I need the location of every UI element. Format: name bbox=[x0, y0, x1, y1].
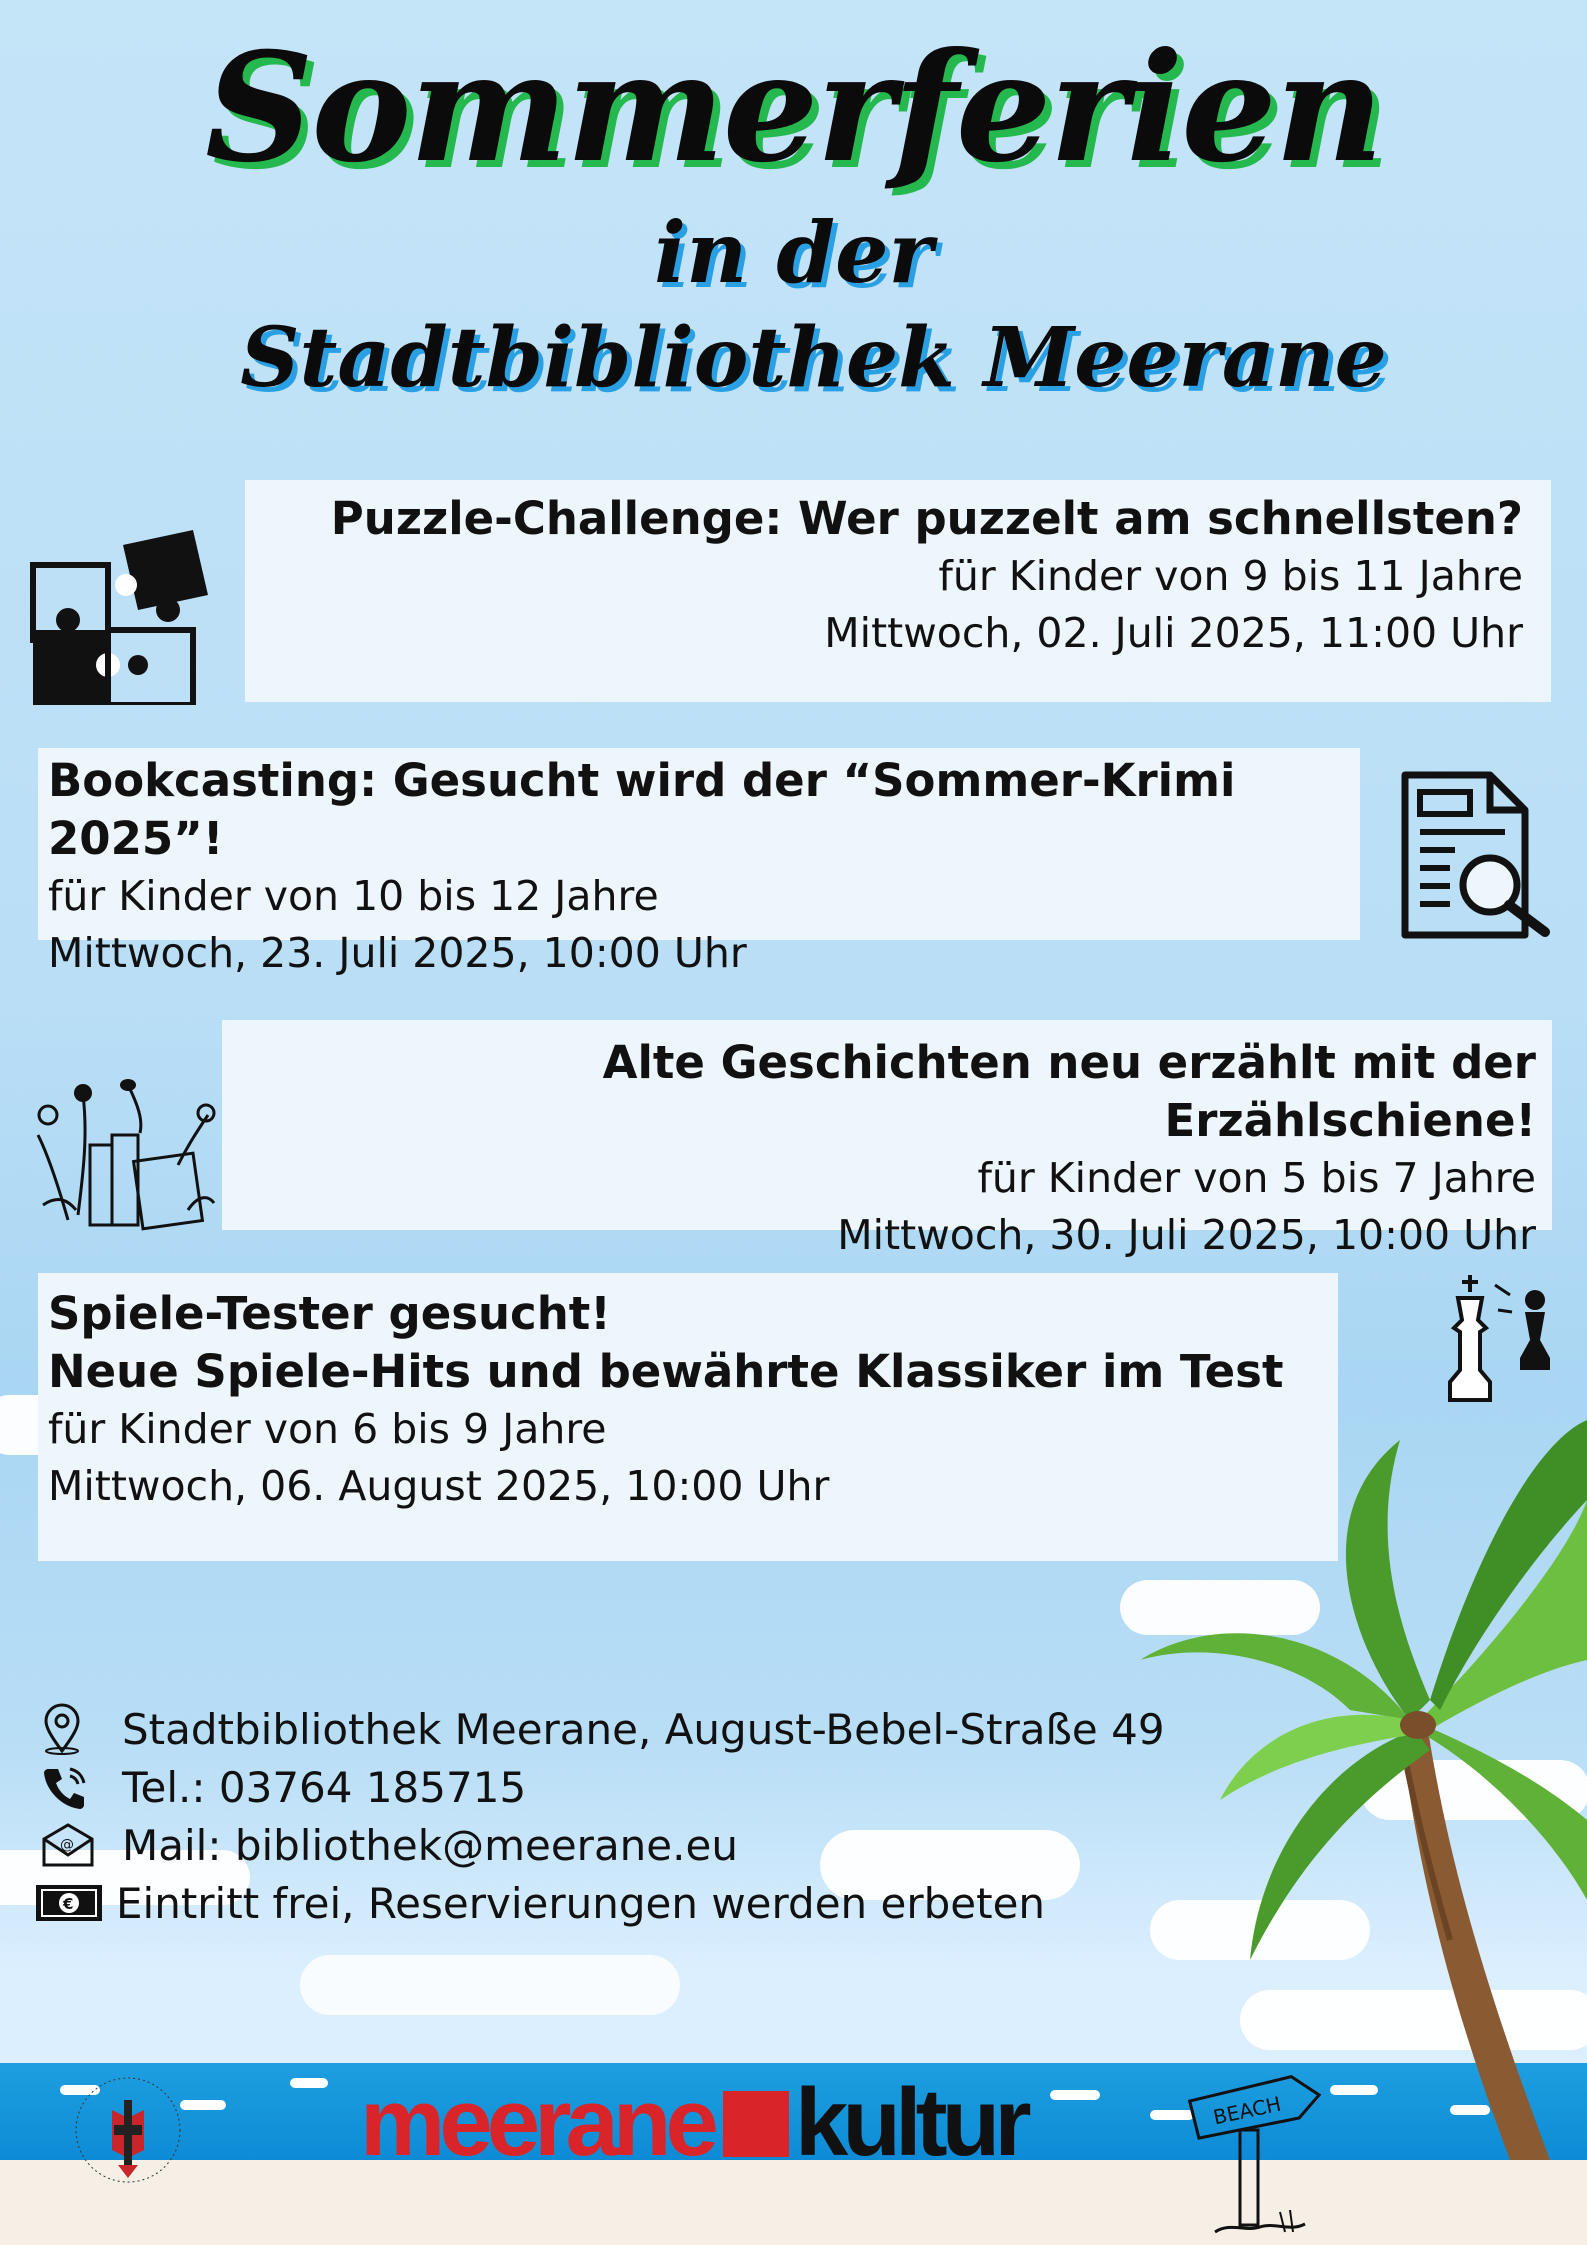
mail-text[interactable]: Mail: bibliothek@meerane.eu bbox=[122, 1820, 738, 1870]
wave bbox=[290, 2078, 328, 2088]
phone-text[interactable]: Tel.: 03764 185715 bbox=[122, 1762, 527, 1812]
contact-address bbox=[40, 1700, 1240, 1758]
page-title: Sommerferien bbox=[205, 20, 1382, 196]
event-card-spiele-tester bbox=[38, 1273, 1338, 1561]
page-subtitle-line2: Stadtbibliothek Meerane bbox=[240, 310, 1387, 406]
sand bbox=[0, 2160, 1587, 2245]
document-search-icon bbox=[1395, 770, 1555, 940]
euro-banknote-icon bbox=[34, 1881, 104, 1925]
event-title: Alte Geschichten neu erzählt mit der Erzählschiene! bbox=[602, 1036, 1536, 1147]
phone-icon bbox=[40, 1763, 88, 1811]
address-text: Stadtbibliothek Meerane, August-Bebel-Straße 49 bbox=[122, 1704, 1165, 1754]
chess-icon bbox=[1440, 1270, 1560, 1410]
event-card-erzaehlschiene bbox=[222, 1020, 1552, 1259]
admission-text: Eintritt frei, Reservierungen werden erbeten bbox=[116, 1878, 1046, 1928]
contact-admission bbox=[40, 1874, 1240, 1932]
logo-part-meerane: meerane bbox=[360, 2069, 713, 2176]
location-pin-icon bbox=[40, 1703, 84, 1755]
logo-part-kultur: kultur bbox=[794, 2069, 1026, 2176]
event-card-bookcasting bbox=[38, 748, 1360, 977]
event-date: Mittwoch, 02. Juli 2025, 11:00 Uhr bbox=[824, 609, 1523, 657]
event-age: für Kinder von 6 bis 9 Jahre bbox=[48, 1405, 607, 1453]
mail-icon bbox=[40, 1823, 96, 1867]
event-title: Spiele-Tester gesucht! bbox=[48, 1287, 611, 1340]
books-flowers-icon bbox=[28, 1075, 218, 1235]
event-subtitle: Neue Spiele-Hits und bewährte Klassiker im Test bbox=[48, 1345, 1284, 1398]
contact-mail bbox=[40, 1816, 1240, 1874]
event-date: Mittwoch, 23. Juli 2025, 10:00 Uhr bbox=[48, 929, 747, 977]
contact-phone bbox=[40, 1758, 1240, 1816]
beach-sign-text: BEACH bbox=[1210, 2091, 1284, 2130]
svg-text:@: @ bbox=[60, 1837, 74, 1853]
library-stamp-text bbox=[36, 2185, 216, 2186]
event-age: für Kinder von 5 bis 7 Jahre bbox=[977, 1154, 1536, 1202]
event-age: für Kinder von 10 bis 12 Jahre bbox=[48, 872, 659, 920]
event-title: Puzzle-Challenge: Wer puzzelt am schnellsten? bbox=[330, 492, 1523, 545]
beach-sign-icon bbox=[1185, 2072, 1330, 2242]
contact-info bbox=[40, 1700, 1240, 1932]
meerane-kultur-logo bbox=[360, 2069, 1026, 2176]
event-title: Bookcasting: Gesucht wird der “Sommer-Krimi 2025”! bbox=[48, 754, 1236, 865]
library-stamp-logo bbox=[68, 2070, 188, 2190]
event-card-puzzle bbox=[245, 480, 1551, 702]
wave bbox=[1050, 2090, 1100, 2100]
logo-red-square bbox=[723, 2091, 789, 2157]
cloud bbox=[300, 1955, 680, 2015]
event-date: Mittwoch, 30. Juli 2025, 10:00 Uhr bbox=[837, 1211, 1536, 1259]
puzzle-icon bbox=[28, 525, 208, 705]
svg-text:€: € bbox=[63, 1895, 74, 1913]
event-date: Mittwoch, 06. August 2025, 10:00 Uhr bbox=[48, 1462, 830, 1510]
page-subtitle-line1: in der bbox=[654, 203, 933, 302]
event-age: für Kinder von 9 bis 11 Jahre bbox=[938, 552, 1523, 600]
